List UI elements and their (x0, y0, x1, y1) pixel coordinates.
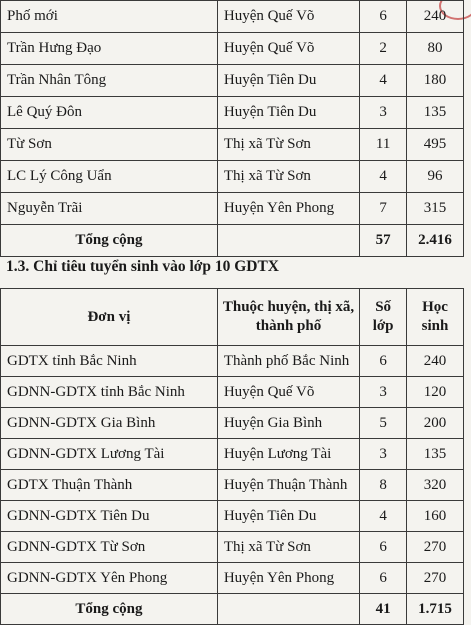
row-classes: 4 (360, 65, 407, 97)
row-classes: 3 (360, 439, 407, 470)
row-students: 270 (407, 563, 464, 594)
table-row (1, 470, 464, 501)
row-unit-name: Từ Sơn (1, 129, 218, 161)
row-unit-name: GDNN-GDTX Lương Tài (1, 439, 218, 470)
row-unit-name: Trần Nhân Tông (1, 65, 218, 97)
row-students: 240 (407, 346, 464, 377)
row-district: Huyện Lương Tài (217, 439, 359, 470)
row-students: 80 (407, 33, 464, 65)
row-unit-name: GDNN-GDTX Gia Bình (1, 408, 218, 439)
row-students: 96 (407, 161, 464, 193)
row-unit-name: GDNN-GDTX Từ Sơn (1, 532, 218, 563)
row-district: Huyện Tiên Du (217, 501, 359, 532)
row-district: Huyện Yên Phong (217, 193, 359, 225)
table-row (1, 193, 464, 225)
schools-table (0, 0, 464, 257)
row-unit-name: GDNN-GDTX Yên Phong (1, 563, 218, 594)
row-unit-name: LC Lý Công Uẩn (1, 161, 218, 193)
row-district: Thành phố Bắc Ninh (217, 346, 359, 377)
row-students: 315 (407, 193, 464, 225)
table-row (1, 65, 464, 97)
total-empty (217, 225, 359, 257)
row-students: 160 (407, 501, 464, 532)
table-row (1, 377, 464, 408)
total-classes: 57 (360, 225, 407, 257)
table-row (1, 129, 464, 161)
table-row (1, 1, 464, 33)
row-unit-name: GDNN-GDTX tỉnh Bắc Ninh (1, 377, 218, 408)
row-classes: 6 (360, 563, 407, 594)
table-row (1, 439, 464, 470)
row-district: Thị xã Từ Sơn (217, 532, 359, 563)
row-students: 200 (407, 408, 464, 439)
row-classes: 7 (360, 193, 407, 225)
table-row (1, 563, 464, 594)
table-row (1, 408, 464, 439)
row-classes: 4 (360, 161, 407, 193)
row-unit-name: GDTX tỉnh Bắc Ninh (1, 346, 218, 377)
row-classes: 3 (360, 377, 407, 408)
row-district: Huyện Tiên Du (217, 97, 359, 129)
row-classes: 11 (360, 129, 407, 161)
section-title: 1.3. Chỉ tiêu tuyển sinh vào lớp 10 GDTX (6, 258, 279, 275)
row-classes: 8 (360, 470, 407, 501)
row-district: Huyện Tiên Du (217, 65, 359, 97)
table-row (1, 161, 464, 193)
table-row (1, 346, 464, 377)
row-students: 135 (407, 439, 464, 470)
row-classes: 4 (360, 501, 407, 532)
row-students: 180 (407, 65, 464, 97)
table-row (1, 33, 464, 65)
row-district: Huyện Quế Võ (217, 1, 359, 33)
row-classes: 3 (360, 97, 407, 129)
row-students: 320 (407, 470, 464, 501)
row-classes: 2 (360, 33, 407, 65)
row-district: Huyện Quế Võ (217, 377, 359, 408)
header-district: Thuộc huyện, thị xã, thành phố (217, 289, 359, 346)
header-students: Học sinh (407, 289, 464, 346)
total-classes: 41 (360, 594, 407, 625)
table-row (1, 97, 464, 129)
total-students: 2.416 (407, 225, 464, 257)
row-classes: 6 (360, 532, 407, 563)
total-row (1, 594, 464, 625)
row-district: Huyện Thuận Thành (217, 470, 359, 501)
row-classes: 5 (360, 408, 407, 439)
table-header-row (1, 289, 464, 346)
row-unit-name: Nguyễn Trãi (1, 193, 218, 225)
row-district: Thị xã Từ Sơn (217, 129, 359, 161)
row-students: 120 (407, 377, 464, 408)
row-district: Huyện Quế Võ (217, 33, 359, 65)
row-students: 135 (407, 97, 464, 129)
row-students: 270 (407, 532, 464, 563)
table-row (1, 532, 464, 563)
row-classes: 6 (360, 346, 407, 377)
header-unit: Đơn vị (1, 289, 218, 346)
row-district: Thị xã Từ Sơn (217, 161, 359, 193)
row-students: 495 (407, 129, 464, 161)
total-label: Tổng cộng (1, 225, 218, 257)
total-students: 1.715 (407, 594, 464, 625)
row-unit-name: Trần Hưng Đạo (1, 33, 218, 65)
row-district: Huyện Yên Phong (217, 563, 359, 594)
row-unit-name: GDTX Thuận Thành (1, 470, 218, 501)
row-unit-name: Phố mới (1, 1, 218, 33)
row-unit-name: GDNN-GDTX Tiên Du (1, 501, 218, 532)
row-unit-name: Lê Quý Đôn (1, 97, 218, 129)
total-row (1, 225, 464, 257)
row-district: Huyện Gia Bình (217, 408, 359, 439)
row-students: 240 (407, 1, 464, 33)
total-label: Tổng cộng (1, 594, 218, 625)
gdtx-table (0, 288, 464, 625)
total-empty (217, 594, 359, 625)
row-classes: 6 (360, 1, 407, 33)
header-classes: Số lớp (360, 289, 407, 346)
table-row (1, 501, 464, 532)
